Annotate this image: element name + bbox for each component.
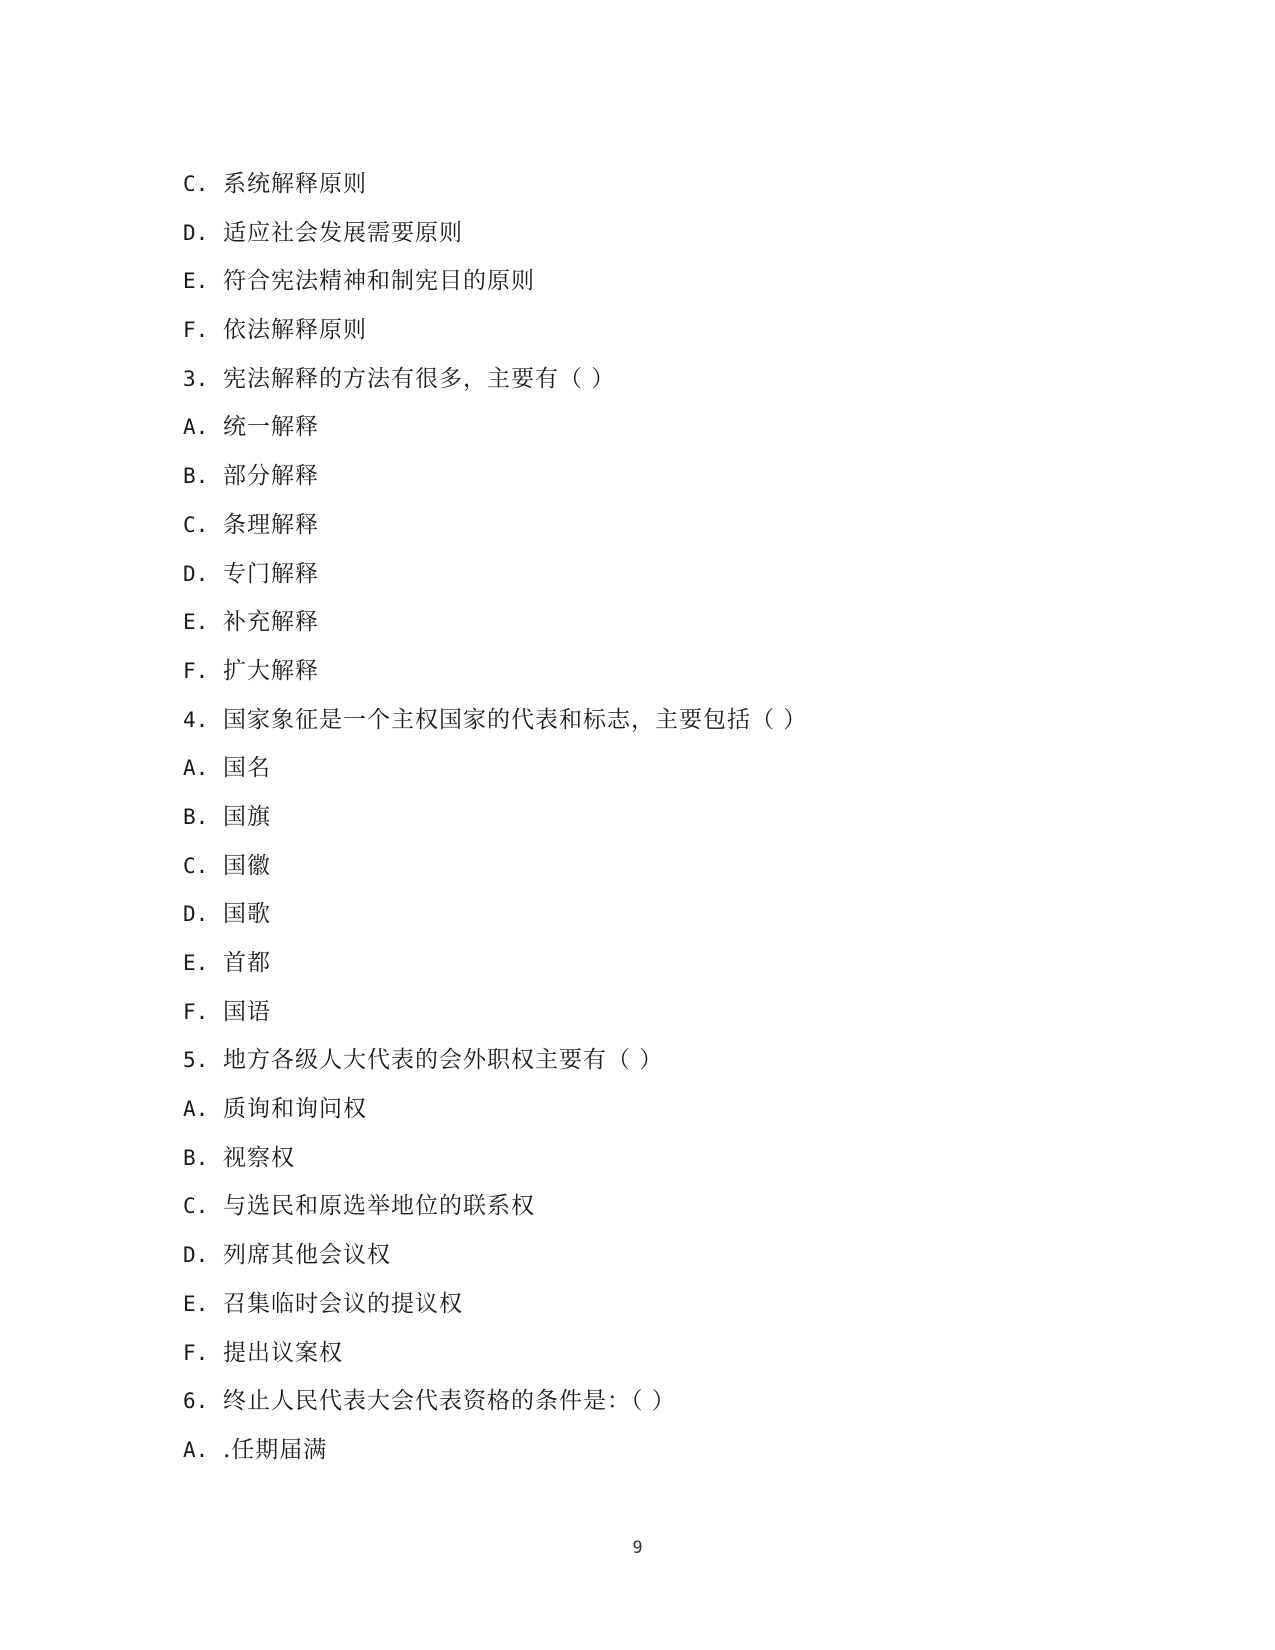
question-item <box>183 1036 1103 1085</box>
item-text: 与选民和原选举地位的联系权 <box>223 1193 535 1220</box>
item-label: F. <box>183 1340 209 1365</box>
list-item <box>183 257 1103 306</box>
item-label: A. <box>183 1437 209 1462</box>
item-label: B. <box>183 1145 209 1170</box>
item-text: 部分解释 <box>223 463 319 490</box>
item-text: 国徽 <box>223 852 271 879</box>
list-item <box>183 1280 1103 1329</box>
item-text: 国歌 <box>223 901 271 928</box>
question-item <box>183 355 1103 404</box>
item-label: D. <box>183 1243 209 1268</box>
list-item <box>183 842 1103 891</box>
list-item <box>183 306 1103 355</box>
item-label: D. <box>183 902 209 927</box>
item-label: D. <box>183 220 209 245</box>
list-item <box>183 1085 1103 1134</box>
item-label: A. <box>183 756 209 781</box>
item-label: C. <box>183 172 209 196</box>
item-label: C. <box>183 512 209 537</box>
list-item <box>183 1426 1103 1475</box>
question-text: 地方各级人大代表的会外职权主要有（ ） <box>223 1047 664 1074</box>
item-label: D. <box>183 561 209 586</box>
item-label: E. <box>183 269 209 294</box>
item-text: 符合宪法精神和制宪目的原则 <box>223 268 535 295</box>
item-label: C. <box>183 853 209 878</box>
item-label: B. <box>183 464 209 489</box>
question-number: 3. <box>183 366 209 391</box>
item-label: F. <box>183 999 209 1024</box>
list-item <box>183 1134 1103 1183</box>
item-text: 提出议案权 <box>223 1339 343 1366</box>
item-text: 国旗 <box>223 803 271 830</box>
item-text: 适应社会发展需要原则 <box>223 219 463 246</box>
item-text: 质询和询问权 <box>223 1096 367 1123</box>
list-item <box>183 501 1103 550</box>
item-text: 条理解释 <box>223 511 319 538</box>
list-item <box>183 1329 1103 1378</box>
item-text: 依法解释原则 <box>223 317 367 344</box>
item-label: E. <box>183 951 209 975</box>
list-item <box>183 550 1103 599</box>
question-text: 国家象征是一个主权国家的代表和标志，主要包括（ ） <box>223 706 808 733</box>
item-text: .任期届满 <box>223 1436 328 1463</box>
question-number: 6. <box>183 1389 209 1414</box>
item-label: B. <box>183 804 209 829</box>
question-number: 5. <box>183 1048 209 1073</box>
item-text: 系统解释原则 <box>223 171 367 197</box>
page-number: 9 <box>632 1538 643 1558</box>
list-item <box>183 939 1103 988</box>
item-label: F. <box>183 658 209 683</box>
list-item <box>183 209 1103 258</box>
item-label: F. <box>183 318 209 343</box>
question-item <box>183 696 1103 745</box>
item-text: 首都 <box>223 950 271 976</box>
list-item <box>183 890 1103 939</box>
list-item <box>183 1182 1103 1231</box>
item-text: 专门解释 <box>223 560 319 587</box>
list-item <box>183 793 1103 842</box>
list-item <box>183 160 1103 209</box>
item-text: 召集临时会议的提议权 <box>223 1290 463 1317</box>
item-text: 补充解释 <box>223 609 319 636</box>
question-list <box>183 160 1103 1475</box>
item-label: A. <box>183 1097 209 1122</box>
item-text: 统一解释 <box>223 414 319 441</box>
item-text: 扩大解释 <box>223 657 319 684</box>
question-number: 4. <box>183 707 209 732</box>
item-text: 视察权 <box>223 1144 295 1171</box>
list-item <box>183 1231 1103 1280</box>
item-text: 国语 <box>223 998 271 1025</box>
list-item <box>183 744 1103 793</box>
item-text: 列席其他会议权 <box>223 1242 391 1269</box>
item-label: E. <box>183 1291 209 1316</box>
question-text: 宪法解释的方法有很多，主要有（ ） <box>223 365 616 392</box>
list-item <box>183 647 1103 696</box>
item-text: 国名 <box>223 755 271 782</box>
item-label: A. <box>183 415 209 440</box>
item-label: C. <box>183 1194 209 1219</box>
question-item <box>183 1377 1103 1426</box>
item-label: E. <box>183 610 209 635</box>
list-item <box>183 988 1103 1037</box>
question-text: 终止人民代表大会代表资格的条件是：（ ） <box>223 1388 676 1415</box>
list-item <box>183 452 1103 501</box>
list-item <box>183 598 1103 647</box>
list-item <box>183 403 1103 452</box>
